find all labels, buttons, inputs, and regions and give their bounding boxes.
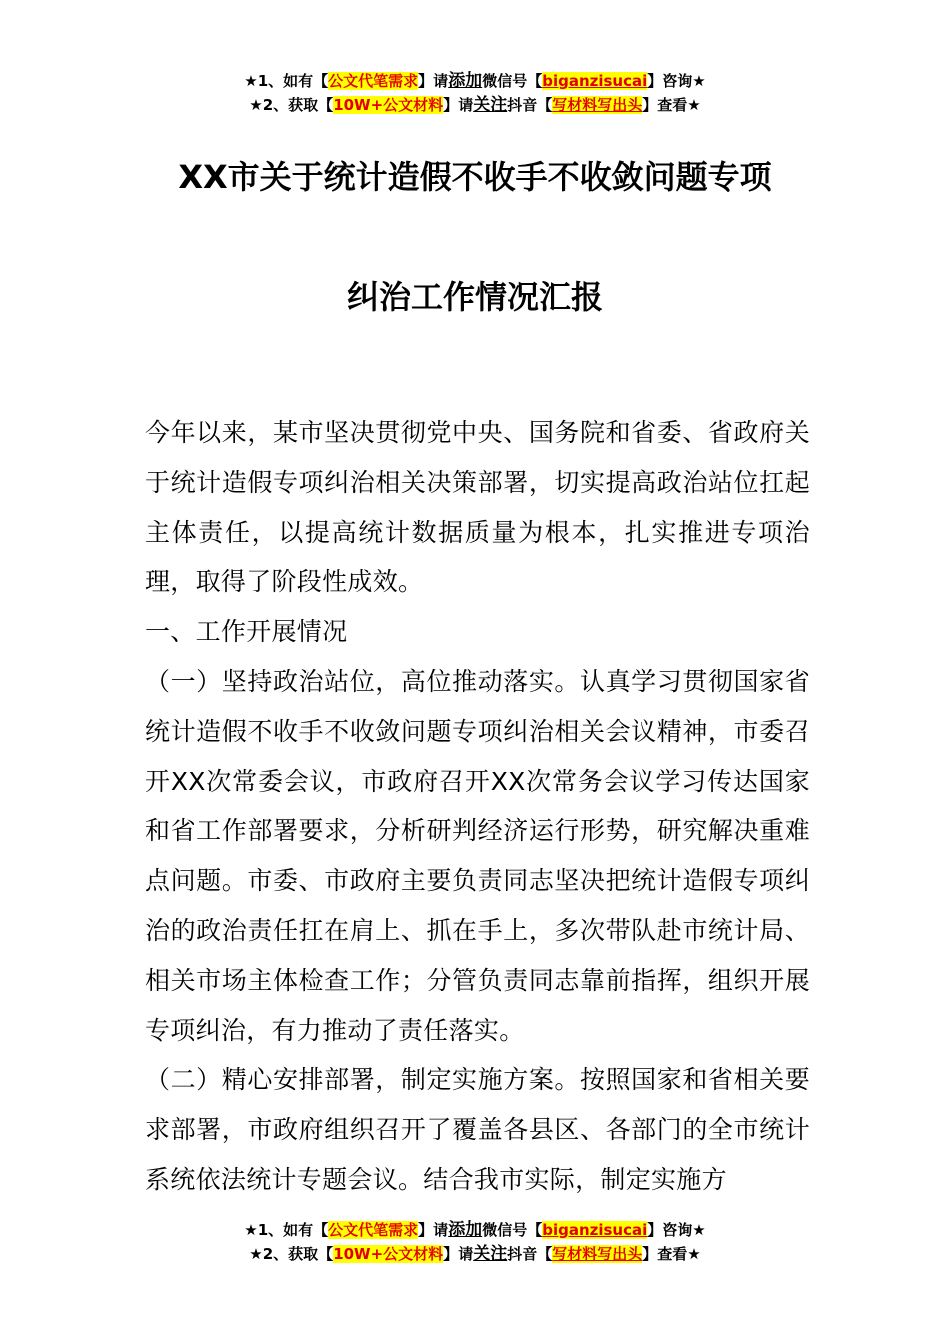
banner-text: ★1、如有【: [244, 1221, 329, 1239]
banner-highlight: 10W+公文材料: [333, 96, 444, 114]
banner-emphasis: 添加: [448, 71, 483, 91]
wechat-id: biganzisucai: [542, 1221, 648, 1239]
banner-text: 】查看★: [642, 96, 701, 114]
douyin-id: 写材料写出头: [552, 1245, 643, 1263]
banner-text: 】查看★: [642, 1245, 701, 1263]
document-title-line-1: XX市关于统计造假不收手不收敛问题专项: [178, 158, 772, 196]
banner-line-2: [0, 93, 950, 117]
bottom-banner: [0, 1218, 950, 1266]
banner-line-2: [0, 1242, 950, 1266]
banner-emphasis: 添加: [448, 1220, 483, 1240]
banner-text: 】请: [418, 1221, 449, 1239]
banner-text: 】请: [418, 72, 449, 90]
paragraph: （二）精心安排部署，制定实施方案。按照国家和省相关要求部署，市政府组织召开了覆盖各县区、各部门的全市统计系统依法统计专题会议。结合我市实际，制定实施方: [145, 1065, 810, 1194]
banner-text: ★2、获取【: [249, 1245, 334, 1263]
banner-text: ★2、获取【: [249, 96, 334, 114]
paragraph: （一）坚持政治站位，高位推动落实。认真学习贯彻国家省统计造假不收手不收敛问题专项纠治相关会议精神，市委召开XX次常委会议，市政府召开XX次常务会议学习传达国家和省工作部署要求，分析研判经济运行形势，研究解决重难点问题。市委、市政府主要负责同志坚决把统计造假专项纠治的政治责任扛在肩上、抓在手上，多次带队赴市统计局、相关市场主体检查工作；分管负责同志靠前指挥，组织开展专项纠治，有力推动了责任落实。: [145, 666, 810, 1045]
banner-text: 微信号【: [482, 1221, 543, 1239]
banner-line-1: [0, 1218, 950, 1242]
banner-text: 微信号【: [482, 72, 543, 90]
douyin-id: 写材料写出头: [552, 96, 643, 114]
section-heading: 一、工作开展情况: [145, 617, 348, 647]
banner-emphasis: 关注: [473, 1244, 508, 1264]
banner-text: 】咨询★: [647, 1221, 706, 1239]
banner-line-1: [0, 69, 950, 93]
banner-highlight: 公文代笔需求: [328, 72, 419, 90]
banner-text: 】咨询★: [647, 72, 706, 90]
banner-text: 】请: [443, 1245, 474, 1263]
banner-text: 抖音【: [507, 1245, 553, 1263]
top-banner: [0, 69, 950, 117]
banner-text: 抖音【: [507, 96, 553, 114]
paragraph: 今年以来，某市坚决贯彻党中央、国务院和省委、省政府关于统计造假专项纠治相关决策部署，切实提高政治站位扛起主体责任，以提高统计数据质量为根本，扎实推进专项治理，取得了阶段性成效。: [145, 418, 810, 597]
banner-highlight: 公文代笔需求: [328, 1221, 419, 1239]
banner-emphasis: 关注: [473, 95, 508, 115]
banner-text: 】请: [443, 96, 474, 114]
banner-highlight: 10W+公文材料: [333, 1245, 444, 1263]
banner-text: ★1、如有【: [244, 72, 329, 90]
document-body: [145, 408, 810, 1205]
wechat-id: biganzisucai: [542, 72, 648, 90]
document-title-line-2: 纠治工作情况汇报: [346, 278, 603, 316]
